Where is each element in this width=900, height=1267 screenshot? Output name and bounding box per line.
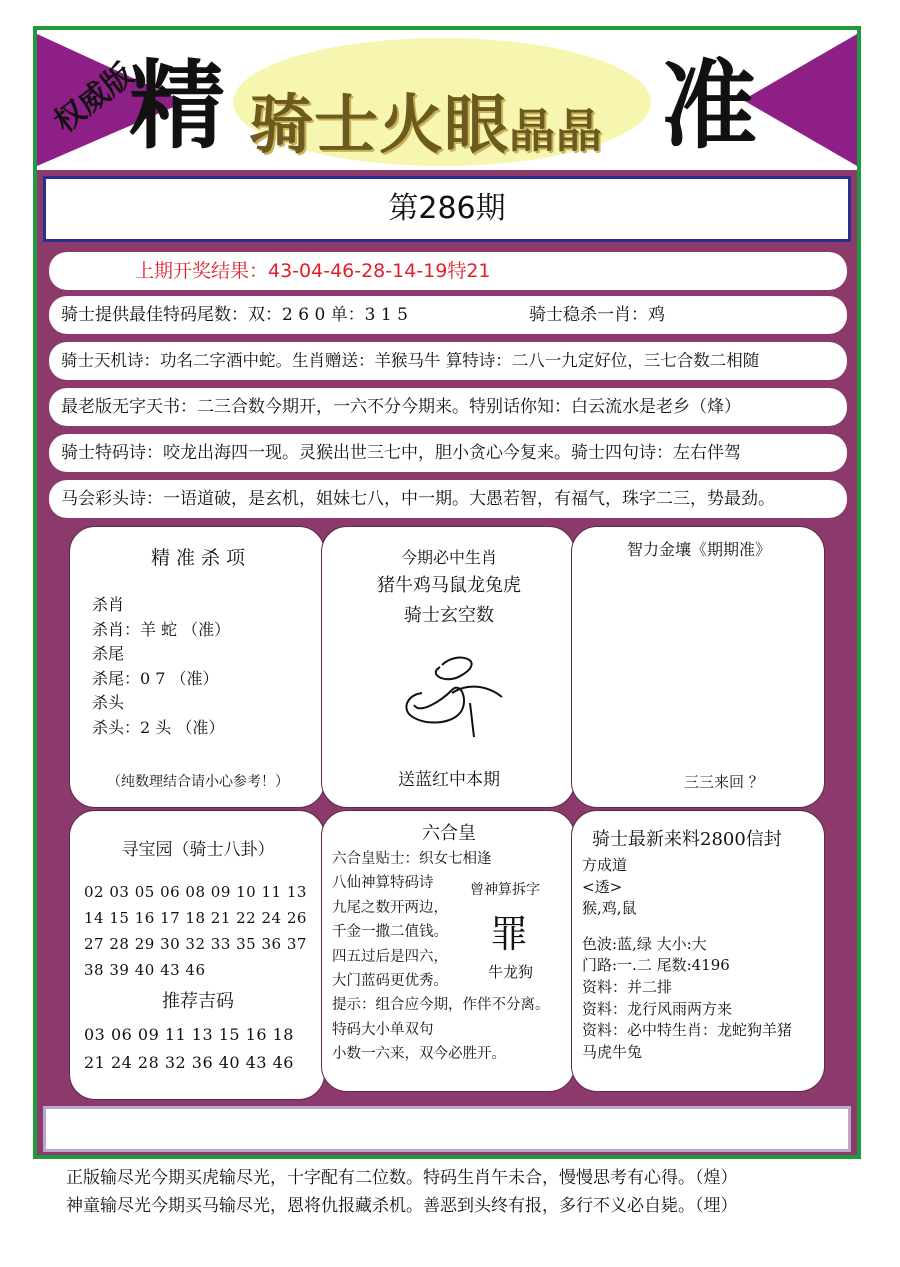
right-big-char: 准 <box>661 50 757 162</box>
signature-scribble <box>392 645 512 745</box>
latest-title: 骑士最新来料2800信封 <box>592 829 782 850</box>
kill-line: 杀头 <box>92 693 125 713</box>
zodiac-line-2: 猪牛鸡马鼠龙兔虎 <box>377 575 521 596</box>
panel-wisdom <box>571 526 825 808</box>
row-poem-1: 骑士天机诗：功名二字酒中蛇。生肖赠送：羊猴马牛 算特诗：二八一九定好位，三七合数二相随 <box>49 342 847 380</box>
kill-note: （纯数理结合请小心参考！） <box>107 774 289 790</box>
liuhe-title: 六合皇 <box>422 823 476 844</box>
latest-line: 色波:蓝,绿 大小:大 <box>582 934 707 953</box>
latest-lines <box>582 855 792 1063</box>
kill-line: 杀尾：0 7 （准） <box>92 668 219 688</box>
zodiac-bottom: 送蓝红中本期 <box>398 770 500 790</box>
kill-line: 杀尾 <box>92 644 125 664</box>
kill-list <box>92 593 230 741</box>
bottom-poems <box>66 1164 738 1220</box>
tail-numbers: 骑士提供最佳特码尾数：双：2 6 0 单：3 1 5 <box>61 305 408 325</box>
row-tail-numbers <box>49 296 847 334</box>
treasure-title: 寻宝园（骑士八卦） <box>121 840 275 860</box>
page-title <box>249 74 603 166</box>
footer-bar <box>43 1106 851 1152</box>
number-row: 27 28 29 30 32 33 35 36 37 <box>84 935 307 953</box>
liuhe-line: 八仙神算特码诗 <box>332 875 434 892</box>
zodiac-line-1: 今期必中生肖 <box>400 548 497 567</box>
liuhe-side-bottom: 牛龙狗 <box>488 963 534 981</box>
latest-line: 猴,鸡,鼠 <box>582 899 637 918</box>
wisdom-bottom: 三三来回 ？ <box>684 773 764 791</box>
title-small: 晶晶 <box>509 104 603 158</box>
latest-line: 资料：并二排 <box>582 977 673 996</box>
bottom-line-2: 神童输尽光今期买马输尽光，恩将仇报藏杀机。善恶到头终有报，多行不义必自毙。（埋） <box>66 1196 738 1216</box>
treasure-numbers <box>84 879 307 983</box>
badge-authoritative: 权威版 <box>47 56 141 140</box>
row-poem-2: 最老版无字天书：二三合数今期开，一六不分今期来。特别话你知：白云流水是老乡（烽） <box>49 388 847 426</box>
kill-line: 杀肖 <box>92 595 125 614</box>
number-row: 03 06 09 11 13 15 16 18 <box>84 1025 294 1044</box>
recommend-title: 推荐吉码 <box>162 991 234 1012</box>
row-poem-3: 骑士特码诗：咬龙出海四一现。灵猴出世三七中，胆小贪心今复来。骑士四句诗：左右伴驾 <box>49 434 847 472</box>
kill-line: 杀肖：羊 蛇 （准） <box>92 619 231 639</box>
kill-title: 精 准 杀 项 <box>150 547 246 569</box>
panel-kill-items <box>69 526 325 808</box>
last-result: 上期开奖结果：43-04-46-28-14-19特21 <box>49 252 847 290</box>
kill-one-zodiac: 骑士稳杀一肖：鸡 <box>529 305 665 325</box>
latest-line: 资料：必中特生肖：龙蛇狗羊猪 <box>582 1021 793 1040</box>
latest-line <box>582 920 792 934</box>
bottom-line-1: 正版输尽光今期买虎输尽光，十字配有二位数。特码生肖午未合，慢慢思考有心得。（煌） <box>66 1168 738 1188</box>
right-triangle <box>743 34 857 166</box>
liuhe-side-char: 罪 <box>490 912 529 956</box>
zodiac-line-3: 骑士玄空数 <box>404 605 494 626</box>
liuhe-line: 六合皇贴士：织女七相逢 <box>332 851 492 867</box>
liuhe-line: 四五过后是四六， <box>332 948 448 965</box>
latest-line: 门路:一.二 尾数:4196 <box>582 956 730 975</box>
latest-line: 方成道 <box>582 856 628 874</box>
panel-zodiac <box>321 526 575 808</box>
liuhe-line: 九尾之数开两边， <box>332 899 448 916</box>
left-big-char: 精 <box>129 50 225 162</box>
page-frame <box>33 26 861 1159</box>
title-main: 骑士火眼 <box>249 89 509 163</box>
header-banner <box>37 30 857 170</box>
number-row: 38 39 40 43 46 <box>84 961 206 979</box>
liuhe-line: 小数一六来，双今必胜开。 <box>332 1046 506 1063</box>
panel-latest <box>571 810 825 1092</box>
row-poem-4: 马会彩头诗：一语道破，是玄机，姐妹七八，中一期。大愚若智，有福气，珠字二三，势最劲。 <box>49 480 847 518</box>
liuhe-line: 提示：组合应今期，作伴不分离。 <box>332 997 550 1014</box>
liuhe-line: 千金一撒二值钱。 <box>332 924 448 941</box>
number-row: 02 03 05 06 08 09 10 11 13 <box>84 883 307 901</box>
number-row: 14 15 16 17 18 21 22 24 26 <box>84 909 307 927</box>
liuhe-line: 大门蓝码更优秀。 <box>332 973 448 990</box>
liuhe-line: 特码大小单双句 <box>332 1021 434 1038</box>
recommend-numbers <box>84 1021 294 1077</box>
latest-line: <透> <box>582 877 623 896</box>
wisdom-title: 智力金壤《期期准》 <box>626 540 771 559</box>
signature-path <box>406 658 502 737</box>
latest-line: 资料：龙行风雨两方来 <box>582 999 733 1018</box>
kill-line: 杀头：2 头 （准） <box>92 717 225 737</box>
latest-line: 马虎牛兔 <box>582 1042 643 1061</box>
period-number: 第286期 <box>43 176 851 242</box>
liuhe-side-title: 曾神算拆字 <box>470 882 540 898</box>
number-row: 21 24 28 32 36 40 43 46 <box>84 1053 294 1072</box>
panel-liuhe <box>321 810 575 1092</box>
panel-treasure <box>69 810 325 1100</box>
